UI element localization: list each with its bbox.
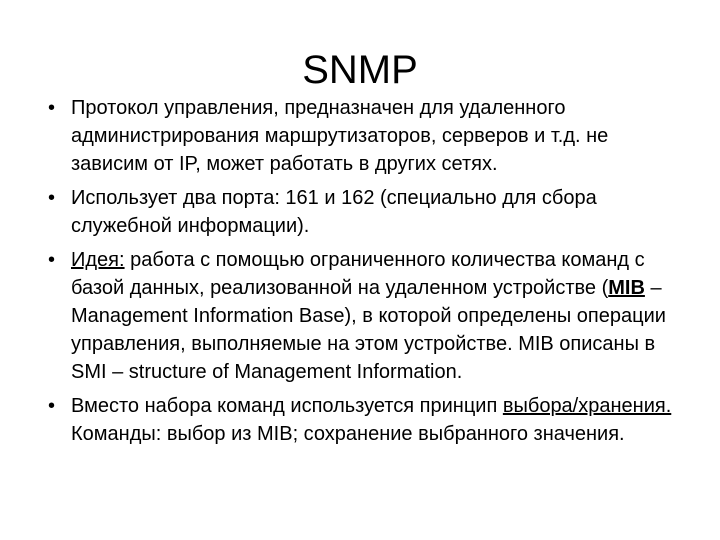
bullet-text-part: работа с помощью ограниченного количества команд с базой данных, реализованной на удаленном устройстве (: [71, 249, 645, 299]
bullet-item: [48, 392, 688, 448]
bullet-text: Использует два порта: 161 и 162 (специально для сбора служебной информации).: [71, 187, 597, 237]
principle-label: выбора/хранения.: [502, 395, 672, 417]
bullet-text-part: Команды: выбор из MIB; сохранение выбранного значения.: [71, 423, 625, 445]
bullet-dot-icon: •: [48, 249, 56, 271]
bullet-dot-icon: •: [48, 395, 56, 417]
bullet-list: [48, 94, 688, 454]
bullet-dot-icon: •: [48, 187, 56, 209]
bullet-text-part: Вместо набора команд используется принцип: [71, 395, 503, 417]
bullet-text: Протокол управления, предназначен для удаленного администрирования маршрутизаторов, серверов и т.д. не зависим от IP, может работать в других сетях.: [71, 97, 609, 175]
idea-label: Идея:: [71, 249, 125, 271]
bullet-text-part: – Management Information Base), в которой определены операции управления, выполняемые на этом устройстве. MIB описаны в SMI – structure of Management Information.: [71, 277, 666, 383]
bullet-dot-icon: •: [48, 97, 56, 119]
bullet-item: [48, 94, 688, 178]
mib-term: MIB: [608, 277, 645, 299]
bullet-item: [48, 184, 688, 240]
slide-title: SNMP: [302, 48, 418, 92]
bullet-item: [48, 246, 688, 386]
